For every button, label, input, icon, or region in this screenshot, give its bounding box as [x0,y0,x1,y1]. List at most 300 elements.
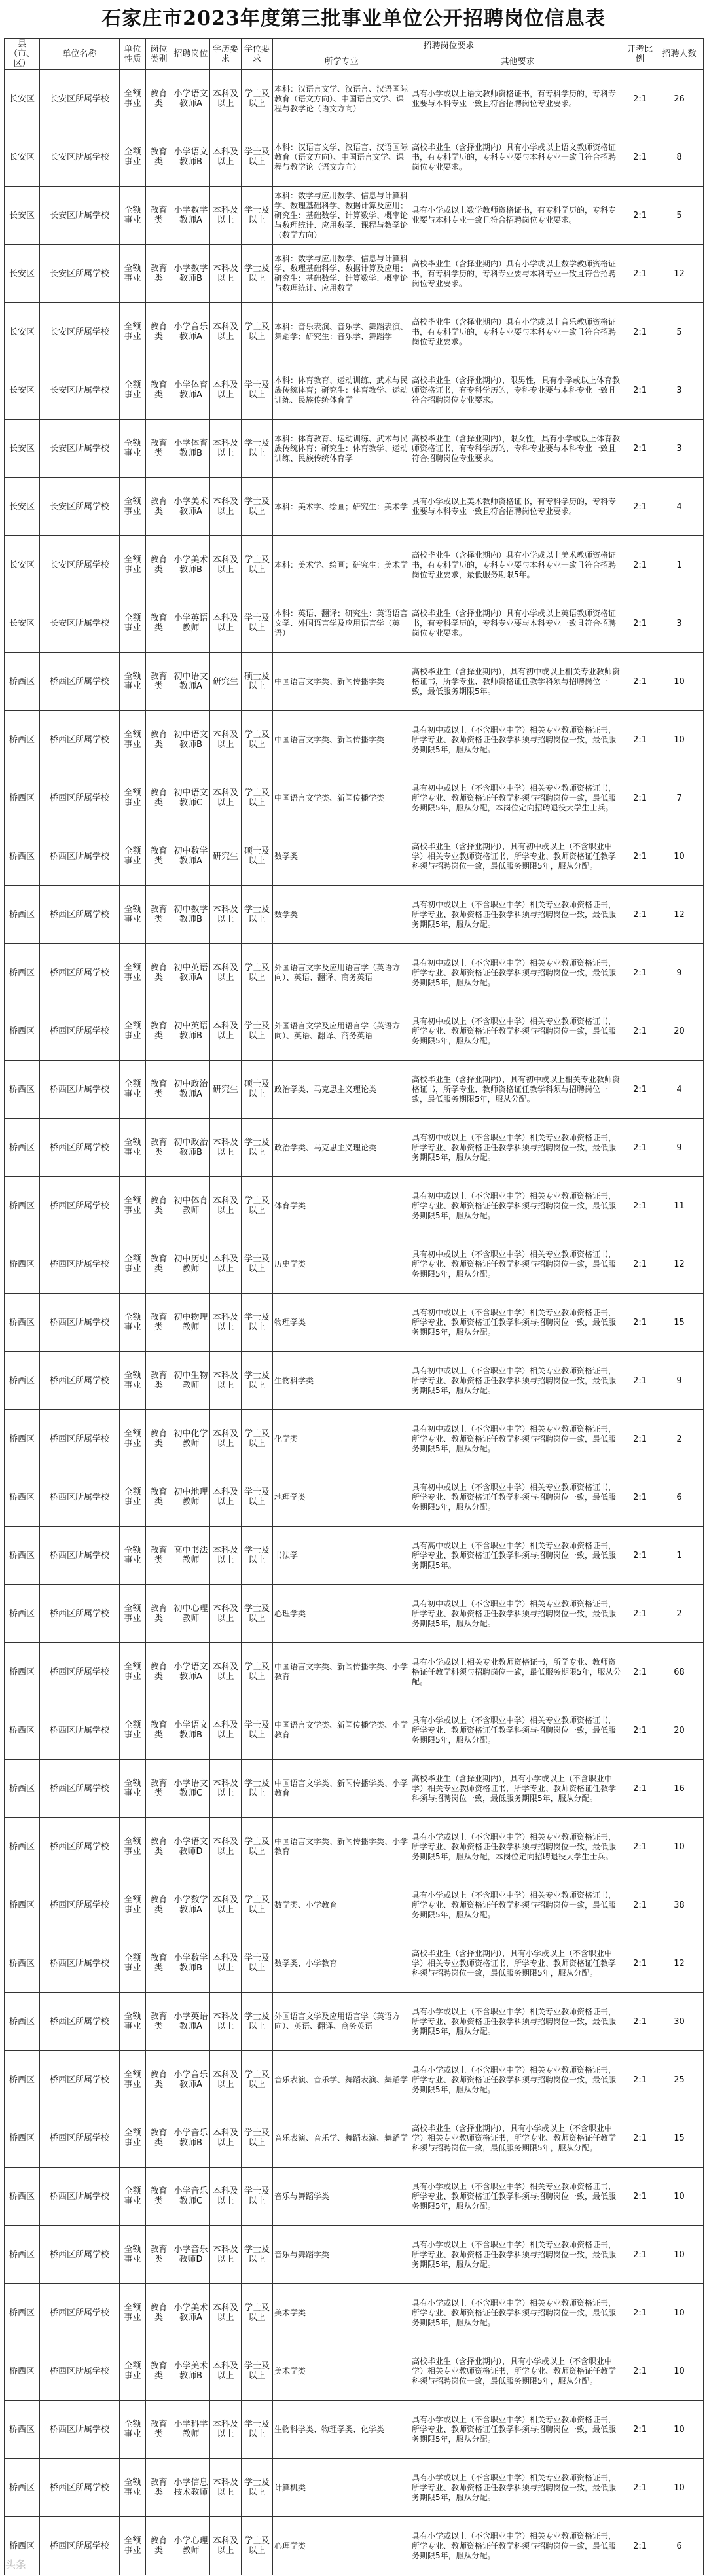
table-row [5,1002,704,1061]
cell-degree: 学士及以上 [242,2051,273,2109]
cell-count: 9 [655,1352,704,1410]
cell-county: 桥西区 [5,1643,40,1701]
cell-ratio: 2:1 [625,886,655,944]
cell-count: 68 [655,1643,704,1701]
cell-count: 25 [655,2051,704,2109]
cell-education: 本科及以上 [210,2226,242,2284]
col-header-education: 学历要求 [210,39,242,70]
cell-unit: 桥西区所属学校 [40,1585,120,1643]
cell-unit: 桥西区所属学校 [40,711,120,769]
cell-unit: 长安区所属学校 [40,594,120,653]
cell-education: 本科及以上 [210,769,242,827]
table-row [5,478,704,536]
cell-position: 初中语文教师A [172,653,210,711]
cell-other: 具有初中或以上（不含职业中学）相关专业教师资格证书，所学专业、教师资格证任教学科须与招聘岗位一致，最低服务期限5年，服从分配。 [410,1119,625,1177]
cell-county: 桥西区 [5,2051,40,2109]
cell-county: 桥西区 [5,1468,40,1527]
cell-major: 音乐表演、音乐学、舞蹈表演、舞蹈学 [273,2051,410,2109]
cell-other: 具有小学或以上（不含职业中学）相关专业教师资格证书，所学专业、教师资格证任教学科须与招聘岗位一致，最低服务期限5年，服从分配。 [410,2459,625,2517]
cell-other: 具有小学或以上美术教师资格证书，有专科学历的，专科专业要与本科专业一致且符合招聘岗位专业要求。 [410,478,625,536]
cell-position: 小学体育教师A [172,361,210,420]
watermark: 头条 [5,2558,27,2571]
cell-ratio: 2:1 [625,1760,655,1818]
cell-count: 2 [655,1410,704,1468]
cell-count: 3 [655,420,704,478]
cell-position: 小学音乐教师C [172,2168,210,2226]
cell-ratio: 2:1 [625,653,655,711]
table-row [5,303,704,361]
cell-ratio: 2:1 [625,1235,655,1294]
cell-education: 本科及以上 [210,303,242,361]
cell-position: 小学美术教师A [172,478,210,536]
cell-ratio: 2:1 [625,1410,655,1468]
cell-count: 20 [655,1701,704,1760]
cell-count: 38 [655,1876,704,1934]
cell-unit: 长安区所属学校 [40,536,120,594]
cell-ratio: 2:1 [625,1294,655,1352]
cell-count: 10 [655,2168,704,2226]
cell-category: 教育类 [146,1527,172,1585]
cell-unit: 桥西区所属学校 [40,886,120,944]
cell-degree: 学士及以上 [242,594,273,653]
cell-county: 桥西区 [5,2226,40,2284]
cell-county: 长安区 [5,361,40,420]
cell-degree: 学士及以上 [242,2168,273,2226]
cell-category: 教育类 [146,303,172,361]
cell-degree: 学士及以上 [242,536,273,594]
cell-nature: 全额事业 [120,1468,146,1527]
cell-nature: 全额事业 [120,1643,146,1701]
cell-county: 桥西区 [5,653,40,711]
cell-nature: 全额事业 [120,478,146,536]
cell-unit: 桥西区所属学校 [40,2401,120,2459]
table-row [5,886,704,944]
cell-other: 具有初中或以上（不含职业中学）相关专业教师资格证书，所学专业、教师资格证任教学科须与招聘岗位一致，最低服务期限5年，服从分配。 [410,1352,625,1410]
cell-degree: 学士及以上 [242,128,273,187]
cell-degree: 学士及以上 [242,1876,273,1934]
cell-county: 长安区 [5,594,40,653]
cell-county: 桥西区 [5,2459,40,2517]
cell-category: 教育类 [146,1177,172,1235]
cell-major: 外国语言文学及应用语言学（英语方向）、英语、翻译、商务英语 [273,1002,410,1061]
cell-education: 本科及以上 [210,1818,242,1876]
cell-other: 具有初中或以上（不含职业中学）相关专业教师资格证书，所学专业、教师资格证任教学科须与招聘岗位一致，最低服务期限5年，服从分配。 [410,1294,625,1352]
cell-major: 生物科学类、物理学类、化学类 [273,2401,410,2459]
cell-position: 小学语文教师A [172,70,210,128]
cell-degree: 学士及以上 [242,2401,273,2459]
col-header-category: 岗位类别 [146,39,172,70]
cell-count: 6 [655,2517,704,2575]
cell-count: 1 [655,536,704,594]
cell-ratio: 2:1 [625,1468,655,1527]
cell-other: 具有初中或以上（不含职业中学）相关专业教师资格证书，所学专业、教师资格证任教学科须与招聘岗位一致，最低服务期限5年，服从分配，本岗位定向招聘退役大学生士兵。 [410,769,625,827]
cell-category: 教育类 [146,1876,172,1934]
cell-education: 本科及以上 [210,2401,242,2459]
cell-category: 教育类 [146,245,172,303]
cell-category: 教育类 [146,2342,172,2401]
cell-position: 初中数学教师A [172,827,210,886]
table-row [5,594,704,653]
cell-unit: 长安区所属学校 [40,303,120,361]
cell-ratio: 2:1 [625,2168,655,2226]
cell-nature: 全额事业 [120,128,146,187]
cell-major: 物理学类 [273,1294,410,1352]
cell-ratio: 2:1 [625,1934,655,1993]
cell-major: 中国语言文学类、新闻传播学类、小学教育 [273,1760,410,1818]
cell-nature: 全额事业 [120,1061,146,1119]
cell-category: 教育类 [146,1934,172,1993]
cell-nature: 全额事业 [120,594,146,653]
table-row [5,2517,704,2575]
cell-degree: 学士及以上 [242,1002,273,1061]
cell-degree: 学士及以上 [242,1701,273,1760]
cell-other: 高校毕业生（含择业期内），具有初中或以上相关专业教师资格证书，所学专业、教师资格证任教学科须与招聘岗位一致，最低服务期限5年，服从分配。 [410,1061,625,1119]
cell-unit: 桥西区所属学校 [40,1818,120,1876]
cell-major: 数学类 [273,886,410,944]
cell-degree: 学士及以上 [242,1585,273,1643]
cell-county: 桥西区 [5,1177,40,1235]
cell-position: 小学科学教师 [172,2401,210,2459]
table-row [5,70,704,128]
cell-unit: 桥西区所属学校 [40,1177,120,1235]
cell-nature: 全额事业 [120,303,146,361]
cell-unit: 桥西区所属学校 [40,2109,120,2168]
cell-position: 初中政治教师A [172,1061,210,1119]
cell-education: 本科及以上 [210,478,242,536]
cell-category: 教育类 [146,1643,172,1701]
cell-education: 本科及以上 [210,1468,242,1527]
cell-position: 初中语文教师C [172,769,210,827]
cell-degree: 学士及以上 [242,1993,273,2051]
cell-category: 教育类 [146,1585,172,1643]
cell-county: 桥西区 [5,1352,40,1410]
cell-education: 本科及以上 [210,420,242,478]
cell-count: 5 [655,303,704,361]
table-row [5,1177,704,1235]
cell-count: 12 [655,245,704,303]
cell-education: 本科及以上 [210,187,242,245]
cell-ratio: 2:1 [625,711,655,769]
table-row [5,1119,704,1177]
cell-county: 长安区 [5,187,40,245]
cell-other: 具有小学或以上（不含职业中学）相关专业教师资格证书，所学专业、教师资格证任教学科须与招聘岗位一致，最低服务期限5年，服从分配，本岗位定向招聘退役大学生士兵。 [410,1818,625,1876]
cell-other: 具有小学或以上（不含职业中学）相关专业教师资格证书，所学专业、教师资格证任教学科须与招聘岗位一致，最低服务期限5年，服从分配。 [410,2226,625,2284]
cell-unit: 长安区所属学校 [40,361,120,420]
cell-degree: 学士及以上 [242,1410,273,1468]
cell-county: 桥西区 [5,1061,40,1119]
cell-nature: 全额事业 [120,1410,146,1468]
cell-county: 桥西区 [5,1760,40,1818]
cell-other: 高校毕业生（含择业期内），具有小学或以上（不含职业中学）相关专业教师资格证书，所学专业、教师资格证任教学科须与招聘岗位一致，最低服务期限5年，服从分配。 [410,2109,625,2168]
cell-position: 小学数学教师B [172,1934,210,1993]
cell-degree: 学士及以上 [242,886,273,944]
cell-education: 本科及以上 [210,2459,242,2517]
table-row [5,2226,704,2284]
cell-category: 教育类 [146,361,172,420]
cell-education: 本科及以上 [210,1235,242,1294]
cell-unit: 桥西区所属学校 [40,2226,120,2284]
cell-education: 本科及以上 [210,361,242,420]
cell-education: 本科及以上 [210,1760,242,1818]
cell-degree: 学士及以上 [242,1294,273,1352]
cell-county: 桥西区 [5,944,40,1002]
table-row [5,420,704,478]
cell-county: 桥西区 [5,1818,40,1876]
cell-education: 本科及以上 [210,1119,242,1177]
cell-education: 本科及以上 [210,1934,242,1993]
cell-category: 教育类 [146,2517,172,2575]
cell-education: 本科及以上 [210,2168,242,2226]
cell-nature: 全额事业 [120,1352,146,1410]
col-header-group: 招聘岗位要求 [273,39,625,54]
cell-position: 小学数学教师A [172,1876,210,1934]
cell-education: 本科及以上 [210,1352,242,1410]
table-row [5,769,704,827]
cell-count: 9 [655,944,704,1002]
cell-position: 小学体育教师B [172,420,210,478]
cell-degree: 学士及以上 [242,1235,273,1294]
cell-major: 本科：汉语言文学、汉语言、汉语国际教育（语文方向）、中国语言文学、课程与教学论（语文方向） [273,128,410,187]
cell-position: 初中体育教师 [172,1177,210,1235]
cell-degree: 学士及以上 [242,478,273,536]
cell-major: 本科：数学与应用数学、信息与计算科学、数理基础科学、数据计算及应用；研究生：基础数学、计算数学、概率论与数理统计、应用数学 [273,245,410,303]
cell-other: 具有初中或以上（不含职业中学）相关专业教师资格证书，所学专业、教师资格证任教学科须与招聘岗位一致，最低服务期限5年，服从分配。 [410,1235,625,1294]
cell-position: 小学语文教师B [172,1701,210,1760]
cell-category: 教育类 [146,420,172,478]
cell-count: 7 [655,769,704,827]
cell-position: 小学美术教师B [172,2342,210,2401]
cell-education: 本科及以上 [210,1410,242,1468]
cell-nature: 全额事业 [120,711,146,769]
cell-degree: 学士及以上 [242,2284,273,2342]
cell-category: 教育类 [146,70,172,128]
cell-nature: 全额事业 [120,420,146,478]
cell-nature: 全额事业 [120,2284,146,2342]
cell-category: 教育类 [146,827,172,886]
cell-nature: 全额事业 [120,70,146,128]
cell-major: 外国语言文学及应用语言学（英语方向）、英语、翻译、商务英语 [273,1993,410,2051]
cell-education: 研究生 [210,1061,242,1119]
cell-other: 具有小学或以上（不含职业中学）相关专业教师资格证书，所学专业、教师资格证任教学科须与招聘岗位一致，最低服务期限5年，服从分配。 [410,2517,625,2575]
cell-count: 10 [655,653,704,711]
cell-other: 具有小学或以上（不含职业中学）相关专业教师资格证书，所学专业、教师资格证任教学科须与招聘岗位一致，最低服务期限5年，服从分配。 [410,2284,625,2342]
col-header-count: 招聘人数 [655,39,704,70]
cell-nature: 全额事业 [120,1002,146,1061]
cell-position: 初中化学教师 [172,1410,210,1468]
cell-other: 高校毕业生（含择业期内）具有小学或以上语文教师资格证书，有专科学历的，专科专业要与本科专业一致且符合招聘岗位专业要求。 [410,128,625,187]
cell-category: 教育类 [146,1993,172,2051]
table-row [5,1527,704,1585]
recruitment-table [4,38,704,2575]
cell-category: 教育类 [146,711,172,769]
cell-nature: 全额事业 [120,2401,146,2459]
cell-county: 桥西区 [5,1934,40,1993]
cell-degree: 学士及以上 [242,1818,273,1876]
table-row [5,361,704,420]
cell-other: 具有小学或以上数学教师资格证书，有专科学历的，专科专业要与本科专业一致且符合招聘岗位专业要求。 [410,187,625,245]
table-row [5,128,704,187]
cell-ratio: 2:1 [625,478,655,536]
cell-ratio: 2:1 [625,1177,655,1235]
cell-position: 小学心理教师 [172,2517,210,2575]
cell-count: 4 [655,478,704,536]
cell-major: 书法学 [273,1527,410,1585]
cell-unit: 桥西区所属学校 [40,1002,120,1061]
cell-unit: 长安区所属学校 [40,128,120,187]
cell-unit: 桥西区所属学校 [40,1410,120,1468]
cell-category: 教育类 [146,1235,172,1294]
cell-major: 美术学类 [273,2342,410,2401]
cell-county: 桥西区 [5,1876,40,1934]
cell-county: 长安区 [5,420,40,478]
cell-degree: 学士及以上 [242,2517,273,2575]
cell-education: 本科及以上 [210,711,242,769]
cell-category: 教育类 [146,478,172,536]
col-header-degree: 学位要求 [242,39,273,70]
cell-unit: 桥西区所属学校 [40,1119,120,1177]
table-row [5,2109,704,2168]
cell-count: 6 [655,1468,704,1527]
cell-category: 教育类 [146,1061,172,1119]
cell-category: 教育类 [146,594,172,653]
cell-county: 桥西区 [5,1294,40,1352]
cell-other: 具有初中或以上（不含职业中学）相关专业教师资格证书，所学专业、教师资格证任教学科须与招聘岗位一致，最低服务期限5年，服从分配。 [410,1585,625,1643]
table-row [5,2284,704,2342]
cell-other: 高校毕业生（含择业期内），具有初中或以上（不含职业中学）相关专业教师资格证书，所学专业、教师资格证任教学科须与招聘岗位一致，最低服务期限5年，服从分配。 [410,827,625,886]
table-row [5,1643,704,1701]
cell-count: 15 [655,1294,704,1352]
cell-unit: 桥西区所属学校 [40,1294,120,1352]
cell-other: 具有小学或以上（不含职业中学）相关专业教师资格证书，所学专业、教师资格证任教学科须与招聘岗位一致，最低服务期限5年，服从分配。 [410,2051,625,2109]
cell-unit: 桥西区所属学校 [40,2051,120,2109]
cell-major: 心理学类 [273,1585,410,1643]
table-row [5,245,704,303]
cell-other: 具有小学或以上（不含职业中学）相关专业教师资格证书，所学专业、教师资格证任教学科须与招聘岗位一致，最低服务期限5年，服从分配。 [410,1876,625,1934]
cell-count: 10 [655,2284,704,2342]
cell-position: 初中历史教师 [172,1235,210,1294]
cell-education: 本科及以上 [210,2109,242,2168]
table-row [5,1934,704,1993]
cell-degree: 学士及以上 [242,944,273,1002]
table-row [5,1760,704,1818]
cell-education: 本科及以上 [210,1527,242,1585]
cell-degree: 学士及以上 [242,187,273,245]
cell-education: 本科及以上 [210,1993,242,2051]
cell-unit: 桥西区所属学校 [40,653,120,711]
cell-county: 桥西区 [5,1002,40,1061]
cell-category: 教育类 [146,886,172,944]
cell-category: 教育类 [146,653,172,711]
cell-county: 桥西区 [5,711,40,769]
cell-county: 桥西区 [5,886,40,944]
cell-position: 初中英语教师B [172,1002,210,1061]
cell-degree: 学士及以上 [242,1119,273,1177]
cell-major: 数学类、小学教育 [273,1934,410,1993]
table-row [5,1352,704,1410]
cell-unit: 长安区所属学校 [40,478,120,536]
table-row [5,187,704,245]
cell-degree: 学士及以上 [242,2109,273,2168]
cell-unit: 桥西区所属学校 [40,1993,120,2051]
cell-degree: 学士及以上 [242,1643,273,1701]
cell-position: 小学数学教师A [172,187,210,245]
cell-category: 教育类 [146,1352,172,1410]
cell-count: 4 [655,1061,704,1119]
cell-county: 桥西区 [5,1701,40,1760]
table-row [5,1818,704,1876]
cell-position: 初中生物教师 [172,1352,210,1410]
cell-other: 具有初中或以上（不含职业中学）相关专业教师资格证书，所学专业、教师资格证任教学科须与招聘岗位一致，最低服务期限5年，服从分配。 [410,1002,625,1061]
cell-ratio: 2:1 [625,944,655,1002]
cell-nature: 全额事业 [120,1585,146,1643]
cell-unit: 桥西区所属学校 [40,1061,120,1119]
cell-ratio: 2:1 [625,1585,655,1643]
cell-major: 美术学类 [273,2284,410,2342]
cell-position: 初中英语教师A [172,944,210,1002]
cell-other: 具有高中或以上（不含职业中学）相关专业教师资格证书，所学专业、教师资格证任教学科须与招聘岗位一致，最低服务期限5年。 [410,1527,625,1585]
cell-category: 教育类 [146,2226,172,2284]
cell-major: 中国语言文学类、新闻传播学类、小学教育 [273,1701,410,1760]
cell-position: 初中物理教师 [172,1294,210,1352]
cell-county: 长安区 [5,478,40,536]
cell-count: 30 [655,1993,704,2051]
cell-ratio: 2:1 [625,187,655,245]
cell-position: 小学语文教师D [172,1818,210,1876]
cell-count: 12 [655,1934,704,1993]
cell-ratio: 2:1 [625,303,655,361]
cell-education: 本科及以上 [210,128,242,187]
cell-other: 高校毕业生（含择业期内）具有小学或以上英语教师资格证书，有专科学历的，专科专业要与本科专业一致且符合招聘岗位专业要求。 [410,594,625,653]
cell-position: 小学音乐教师A [172,303,210,361]
cell-major: 音乐表演、音乐学、舞蹈表演、舞蹈学 [273,2109,410,2168]
cell-other: 具有初中或以上（不含职业中学）相关专业教师资格证书，所学专业、教师资格证任教学科须与招聘岗位一致，最低服务期限5年，服从分配。 [410,711,625,769]
cell-education: 本科及以上 [210,1002,242,1061]
cell-major: 本科：体育教育、运动训练、武术与民族传统体育；研究生：体育教学、运动训练、民族传统体育学 [273,361,410,420]
cell-nature: 全额事业 [120,1119,146,1177]
cell-count: 15 [655,2109,704,2168]
cell-nature: 全额事业 [120,1701,146,1760]
cell-degree: 学士及以上 [242,361,273,420]
cell-major: 中国语言文学类、新闻传播学类、小学教育 [273,1818,410,1876]
cell-nature: 全额事业 [120,1235,146,1294]
cell-count: 20 [655,1002,704,1061]
cell-major: 本科：汉语言文学、汉语言、汉语国际教育（语文方向）、中国语言文学、课程与教学论（语文方向） [273,70,410,128]
cell-unit: 桥西区所属学校 [40,1643,120,1701]
cell-degree: 学士及以上 [242,1177,273,1235]
cell-other: 高校毕业生（含择业期内），具有小学或以上（不含职业中学）相关专业教师资格证书，所学专业、教师资格证任教学科须与招聘岗位一致，最低服务期限5年，服从分配。 [410,1760,625,1818]
cell-degree: 学士及以上 [242,1760,273,1818]
cell-category: 教育类 [146,2284,172,2342]
cell-other: 高校毕业生（含择业期内），限女性，具有小学或以上体育教师资格证书，有专科学历的，专科专业要与本科专业一致且符合招聘岗位专业要求。 [410,420,625,478]
cell-count: 2 [655,1585,704,1643]
cell-ratio: 2:1 [625,1643,655,1701]
cell-education: 本科及以上 [210,1585,242,1643]
cell-category: 教育类 [146,128,172,187]
cell-position: 小学信息技术教师 [172,2459,210,2517]
cell-category: 教育类 [146,1468,172,1527]
cell-county: 长安区 [5,245,40,303]
cell-county: 长安区 [5,536,40,594]
cell-major: 中国语言文学类、新闻传播学类 [273,769,410,827]
page-title: 石家庄市2023年度第三批事业单位公开招聘岗位信息表 [101,7,606,30]
cell-major: 生物科学类 [273,1352,410,1410]
cell-education: 本科及以上 [210,245,242,303]
cell-category: 教育类 [146,944,172,1002]
cell-count: 26 [655,70,704,128]
cell-category: 教育类 [146,2109,172,2168]
cell-education: 本科及以上 [210,2517,242,2575]
cell-nature: 全额事业 [120,1527,146,1585]
